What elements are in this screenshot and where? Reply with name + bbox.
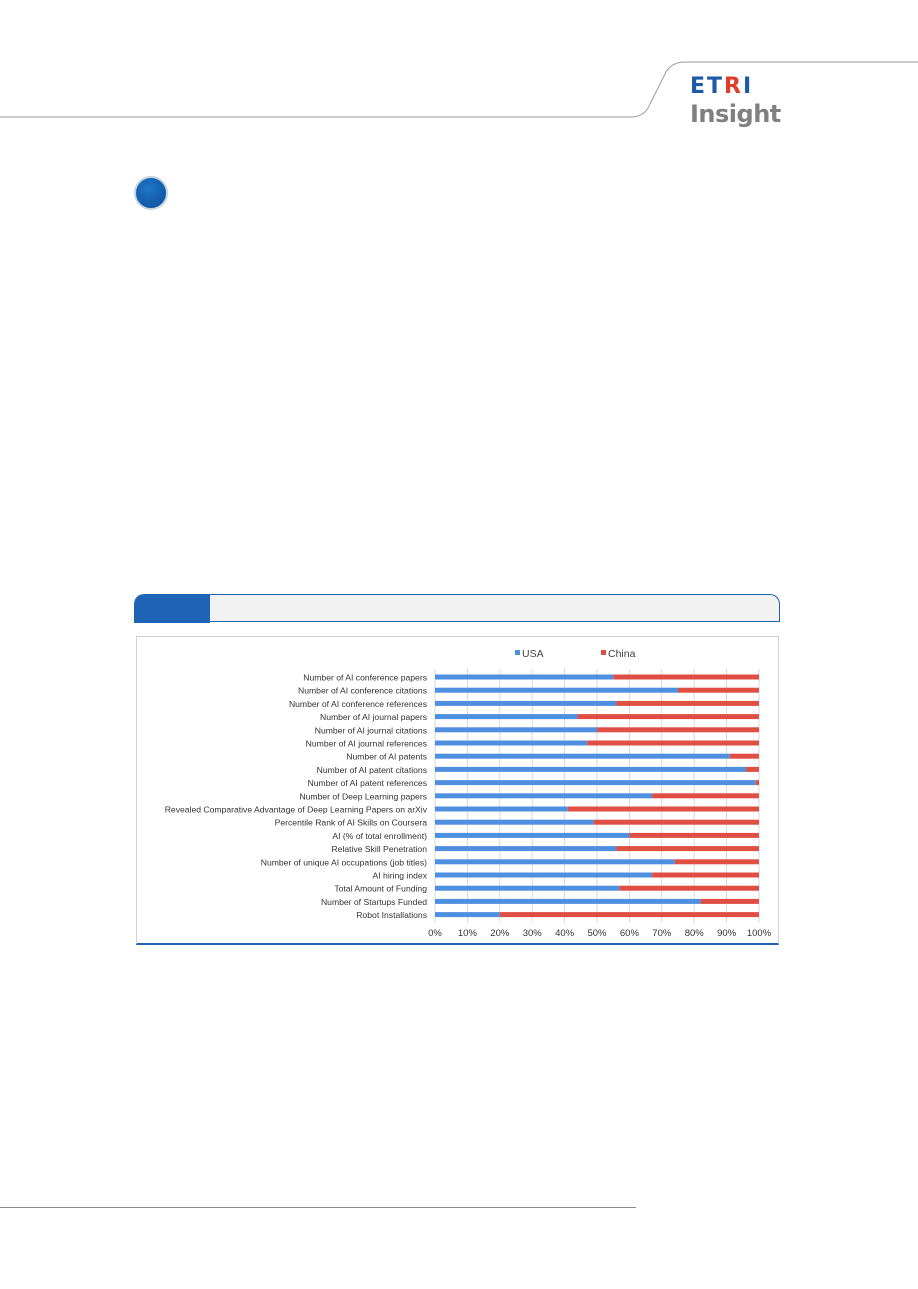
- bar-china: [568, 807, 759, 812]
- bar-usa: [435, 846, 616, 851]
- bar-usa: [435, 820, 594, 825]
- bar-china: [652, 793, 759, 798]
- category-label: Number of AI conference citations: [298, 685, 427, 696]
- bar-usa: [435, 675, 613, 680]
- x-tick-label: 70%: [652, 928, 672, 939]
- x-tick-label: 40%: [555, 928, 575, 939]
- x-tick-label: 90%: [717, 928, 737, 939]
- bar-usa: [435, 727, 597, 732]
- bar-china: [587, 741, 759, 746]
- x-tick-label: 10%: [457, 928, 477, 939]
- category-label: Number of AI patent references: [307, 778, 427, 789]
- bar-usa: [435, 886, 620, 891]
- bar-china: [616, 701, 759, 706]
- category-label: Number of AI conference references: [288, 698, 427, 709]
- bar-china: [756, 780, 759, 785]
- category-label: Relative Skill Penetration: [331, 844, 427, 855]
- bar-usa: [435, 912, 500, 917]
- bar-usa: [435, 793, 652, 798]
- bar-china: [597, 727, 759, 732]
- section-bullet-icon: [134, 176, 168, 210]
- etri-insight-logo: ETRI Insight: [690, 74, 781, 128]
- category-label: Number of Startups Funded: [320, 896, 427, 907]
- bar-usa: [435, 754, 730, 759]
- bar-china: [678, 688, 759, 693]
- category-label: Number of unique AI occupations (job titles): [260, 857, 427, 868]
- bar-usa: [435, 859, 675, 864]
- bar-usa: [435, 873, 652, 878]
- category-label: Number of Deep Learning papers: [299, 791, 427, 802]
- x-tick-label: 30%: [522, 928, 542, 939]
- legend-swatch: [515, 650, 520, 655]
- bar-china: [616, 846, 759, 851]
- category-label: Number of AI conference papers: [303, 672, 427, 683]
- category-label: Number of AI journal citations: [314, 725, 427, 736]
- figure-caption-tab: [134, 594, 210, 623]
- bar-usa: [435, 807, 568, 812]
- legend-label: China: [608, 648, 636, 660]
- x-tick-label: 100%: [746, 928, 772, 939]
- footer-rule: [0, 1207, 636, 1208]
- category-label: Revealed Comparative Advantage of Deep Learning Papers on arXiv: [164, 804, 427, 815]
- bar-usa: [435, 780, 756, 785]
- category-label: Number of AI journal papers: [319, 712, 427, 723]
- chart-frame: [136, 636, 779, 945]
- bar-china: [613, 675, 759, 680]
- bar-usa: [435, 701, 616, 706]
- category-label: Total Amount of Funding: [334, 883, 427, 894]
- bar-china: [746, 767, 759, 772]
- bar-china: [652, 873, 759, 878]
- figure-caption-body: [210, 594, 780, 622]
- stacked-bar-chart: [137, 637, 778, 943]
- x-tick-label: 0%: [428, 928, 442, 939]
- category-label: Number of AI patents: [346, 751, 427, 762]
- x-tick-label: 60%: [619, 928, 639, 939]
- x-tick-label: 50%: [587, 928, 607, 939]
- category-label: Robot Installations: [356, 910, 427, 921]
- bar-usa: [435, 767, 746, 772]
- category-label: AI (% of total enrollment): [332, 830, 427, 841]
- bar-china: [594, 820, 759, 825]
- bar-usa: [435, 714, 578, 719]
- category-label: Percentile Rank of AI Skills on Coursera: [274, 817, 427, 828]
- category-label: Number of AI patent citations: [316, 764, 427, 775]
- bar-china: [629, 833, 759, 838]
- bar-usa: [435, 688, 678, 693]
- bar-china: [701, 899, 759, 904]
- bar-usa: [435, 741, 587, 746]
- bar-usa: [435, 833, 629, 838]
- bar-china: [675, 859, 759, 864]
- bar-china: [578, 714, 759, 719]
- bar-china: [730, 754, 759, 759]
- figure-caption-bar: [134, 594, 780, 623]
- bar-china: [620, 886, 759, 891]
- category-label: Number of AI journal references: [305, 738, 427, 749]
- legend-swatch: [601, 650, 606, 655]
- legend-label: USA: [522, 648, 544, 660]
- x-tick-label: 80%: [684, 928, 704, 939]
- x-tick-label: 20%: [490, 928, 510, 939]
- bar-usa: [435, 899, 701, 904]
- bar-china: [500, 912, 759, 917]
- category-label: AI hiring index: [372, 870, 427, 881]
